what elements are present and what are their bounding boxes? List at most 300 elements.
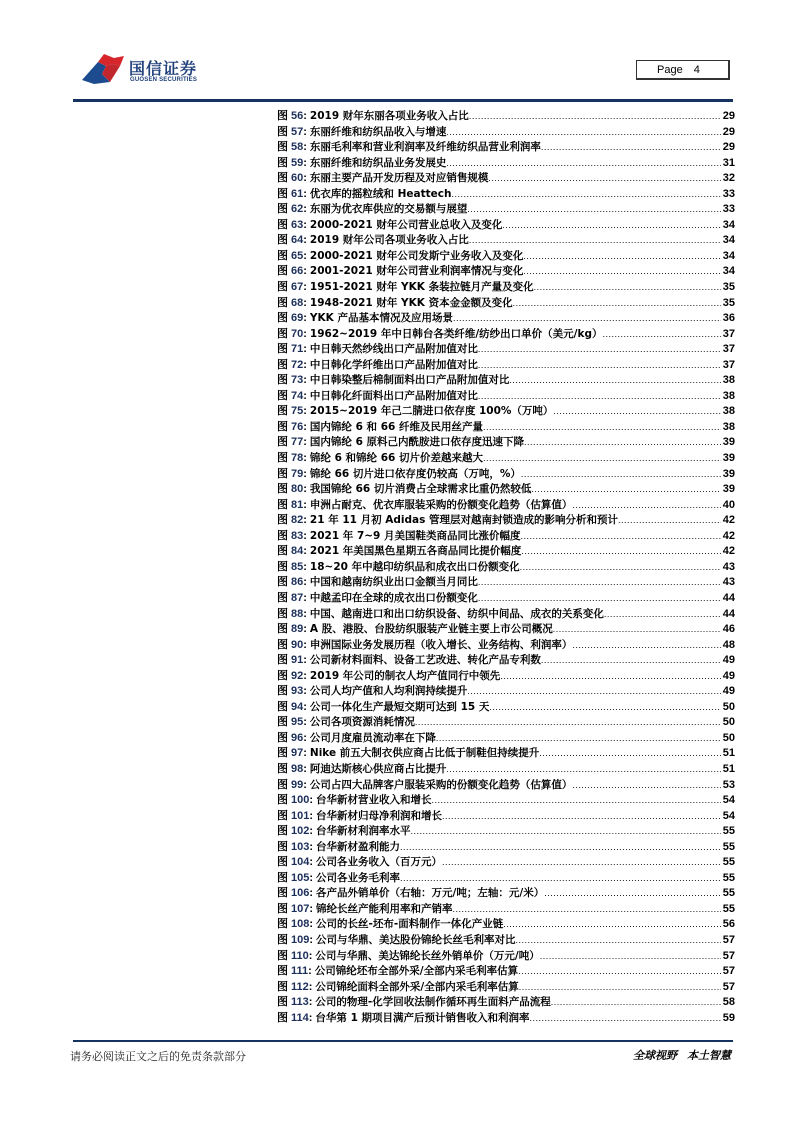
figure-colon: : bbox=[303, 483, 307, 496]
dot-leader bbox=[513, 296, 721, 312]
toc-entry[interactable] bbox=[277, 871, 735, 887]
dot-leader bbox=[415, 715, 721, 731]
figure-number: 64 bbox=[291, 234, 304, 247]
figure-title: 公司各业务毛利率 bbox=[316, 871, 401, 884]
figure-page-number: 49 bbox=[722, 669, 735, 682]
figure-colon: : bbox=[303, 156, 307, 169]
toc-entry[interactable] bbox=[277, 980, 735, 996]
dot-leader bbox=[400, 840, 721, 856]
toc-entry[interactable] bbox=[277, 778, 735, 794]
toc-entry[interactable] bbox=[277, 684, 735, 700]
figure-prefix: 图 bbox=[277, 249, 288, 262]
figure-page-number: 32 bbox=[722, 172, 735, 185]
figure-title: 公司锦纶坯布全部外采/全部内采毛利率估算 bbox=[314, 965, 519, 978]
page-label: Page bbox=[657, 64, 683, 76]
figure-page-number: 42 bbox=[722, 529, 735, 542]
toc-entry[interactable] bbox=[277, 964, 735, 980]
figure-colon: : bbox=[303, 296, 307, 309]
figure-page-number: 39 bbox=[722, 452, 735, 465]
figure-prefix: 图 bbox=[277, 1011, 288, 1024]
figure-page-number: 29 bbox=[722, 125, 735, 138]
figure-prefix: 图 bbox=[277, 747, 288, 760]
figure-prefix: 图 bbox=[277, 281, 288, 294]
toc-entry[interactable] bbox=[277, 653, 735, 669]
figure-page-number: 55 bbox=[722, 887, 735, 900]
figure-number: 68 bbox=[291, 296, 304, 309]
figure-list bbox=[277, 109, 735, 1026]
toc-entry[interactable] bbox=[277, 389, 735, 405]
toc-entry[interactable] bbox=[277, 513, 735, 529]
figure-title: 公司的物理-化学回收法制作循环再生面料产品流程 bbox=[315, 996, 551, 1009]
figure-number: 84 bbox=[291, 545, 304, 558]
toc-entry[interactable] bbox=[277, 731, 735, 747]
figure-colon: : bbox=[309, 840, 314, 853]
dot-leader bbox=[446, 762, 721, 778]
figure-prefix: 图 bbox=[277, 529, 288, 542]
toc-entry[interactable] bbox=[277, 793, 735, 809]
figure-title: 台华新材归母净利润和增长 bbox=[316, 809, 443, 822]
figure-page-number: 43 bbox=[722, 576, 735, 589]
dot-leader bbox=[544, 886, 721, 902]
toc-entry[interactable] bbox=[277, 420, 735, 436]
figure-page-number: 53 bbox=[722, 778, 735, 791]
figure-prefix: 图 bbox=[277, 576, 288, 589]
dot-leader bbox=[518, 964, 721, 980]
dot-leader bbox=[483, 451, 721, 467]
figure-number: 85 bbox=[291, 560, 304, 573]
dot-leader bbox=[541, 140, 721, 156]
figure-number: 73 bbox=[291, 374, 304, 387]
dot-leader bbox=[442, 855, 721, 871]
figure-number: 69 bbox=[291, 312, 304, 325]
toc-entry[interactable] bbox=[277, 622, 735, 638]
figure-colon: : bbox=[303, 731, 307, 744]
toc-entry[interactable] bbox=[277, 373, 735, 389]
figure-colon: : bbox=[303, 778, 307, 791]
figure-number: 108 bbox=[291, 918, 310, 931]
figure-title: 中日韩化纤面料出口产品附加值对比 bbox=[309, 389, 478, 402]
figure-title: 国内锦纶 6 原料己内酰胺进口依存度迅速下降 bbox=[309, 436, 525, 449]
figure-number: 101 bbox=[291, 809, 310, 822]
toc-entry[interactable] bbox=[277, 156, 735, 172]
figure-title: 我国锦纶 66 切片消费占全球需求比重仍然较低 bbox=[309, 483, 532, 496]
figure-number: 99 bbox=[291, 778, 304, 791]
figure-prefix: 图 bbox=[277, 405, 288, 418]
figure-page-number: 57 bbox=[722, 965, 735, 978]
figure-prefix: 图 bbox=[277, 731, 288, 744]
figure-number: 114 bbox=[291, 1011, 309, 1024]
toc-entry[interactable] bbox=[277, 917, 735, 933]
figure-prefix: 图 bbox=[277, 452, 288, 465]
figure-page-number: 34 bbox=[722, 218, 735, 231]
toc-entry[interactable] bbox=[277, 280, 735, 296]
toc-entry[interactable] bbox=[277, 218, 735, 234]
dot-leader bbox=[524, 435, 721, 451]
figure-prefix: 图 bbox=[277, 110, 288, 122]
figure-page-number: 38 bbox=[722, 389, 735, 402]
toc-entry[interactable] bbox=[277, 529, 735, 545]
toc-entry[interactable] bbox=[277, 575, 735, 591]
figure-title: 2000-2021 财年公司营业总收入及变化 bbox=[309, 218, 503, 231]
figure-title: 中日韩化学纤维出口产品附加值对比 bbox=[309, 358, 478, 371]
figure-title: 公司新材料面料、设备工艺改进、转化产品专利数 bbox=[309, 654, 541, 667]
figure-number: 98 bbox=[291, 762, 304, 775]
dot-leader bbox=[500, 669, 721, 685]
figure-colon: : bbox=[303, 638, 307, 651]
figure-colon: : bbox=[303, 218, 307, 231]
figure-number: 60 bbox=[291, 172, 304, 185]
figure-page-number: 54 bbox=[722, 794, 735, 807]
dot-leader bbox=[523, 264, 721, 280]
toc-entry[interactable] bbox=[277, 591, 735, 607]
page-header bbox=[0, 0, 793, 100]
figure-number: 71 bbox=[291, 343, 304, 356]
figure-title: 申洲占耐克、优衣库服装采购的份额变化趋势（估算值） bbox=[309, 498, 573, 511]
toc-entry[interactable] bbox=[277, 669, 735, 685]
toc-entry[interactable] bbox=[277, 886, 735, 902]
toc-entry[interactable] bbox=[277, 809, 735, 825]
figure-prefix: 图 bbox=[277, 716, 288, 729]
figure-colon: : bbox=[308, 1011, 313, 1024]
dot-leader bbox=[453, 902, 721, 918]
toc-entry[interactable] bbox=[277, 467, 735, 483]
figure-prefix: 图 bbox=[277, 871, 288, 884]
figure-title: 东丽纤维和纺织品业务发展史 bbox=[309, 156, 447, 169]
toc-entry[interactable] bbox=[277, 125, 735, 141]
figure-prefix: 图 bbox=[277, 156, 288, 169]
dot-leader bbox=[553, 404, 721, 420]
figure-page-number: 37 bbox=[722, 358, 735, 371]
toc-entry[interactable] bbox=[277, 202, 735, 218]
figure-number: 96 bbox=[291, 731, 304, 744]
figure-number: 88 bbox=[291, 607, 304, 620]
toc-entry[interactable] bbox=[277, 327, 735, 343]
dot-leader bbox=[572, 498, 721, 514]
toc-entry[interactable] bbox=[277, 638, 735, 654]
figure-colon: : bbox=[303, 700, 307, 713]
figure-prefix: 图 bbox=[277, 887, 288, 900]
figure-number: 72 bbox=[291, 358, 304, 371]
toc-entry[interactable] bbox=[277, 482, 735, 498]
dot-leader bbox=[618, 513, 721, 529]
dot-leader bbox=[478, 575, 721, 591]
figure-colon: : bbox=[303, 623, 307, 636]
dot-leader bbox=[534, 280, 721, 296]
figure-title: 1951-2021 财年 YKK 条装拉链月产量及变化 bbox=[309, 281, 534, 294]
figure-prefix: 图 bbox=[277, 856, 288, 869]
toc-entry[interactable] bbox=[277, 233, 735, 249]
figure-colon: : bbox=[303, 498, 307, 511]
dot-leader bbox=[469, 233, 721, 249]
figure-page-number: 34 bbox=[722, 265, 735, 278]
figure-colon: : bbox=[303, 187, 307, 200]
toc-entry[interactable] bbox=[277, 560, 735, 576]
figure-prefix: 图 bbox=[277, 654, 288, 667]
figure-title: 东丽为优衣库供应的交易额与展望 bbox=[309, 203, 468, 216]
figure-page-number: 42 bbox=[722, 514, 735, 527]
figure-number: 74 bbox=[291, 389, 304, 402]
dot-leader bbox=[530, 1011, 721, 1027]
figure-prefix: 图 bbox=[277, 778, 288, 791]
figure-title: 1948-2021 财年 YKK 资本金金额及变化 bbox=[309, 296, 513, 309]
dot-leader bbox=[523, 249, 721, 265]
figure-prefix: 图 bbox=[277, 825, 288, 838]
figure-number: 95 bbox=[291, 716, 304, 729]
toc-entry[interactable] bbox=[277, 404, 735, 420]
figure-colon: : bbox=[303, 747, 307, 760]
figure-prefix: 图 bbox=[277, 436, 288, 449]
figure-page-number: 48 bbox=[722, 638, 735, 651]
figure-number: 104 bbox=[291, 856, 310, 869]
figure-title: 1962~2019 年中日韩台各类纤维/纺纱出口单价（美元/kg） bbox=[309, 327, 603, 340]
figure-colon: : bbox=[303, 560, 307, 573]
figure-title: 公司一体化生产最短交期可达到 15 天 bbox=[309, 700, 490, 713]
toc-entry[interactable] bbox=[277, 840, 735, 856]
slogan-part-2: 本土智慧 bbox=[687, 1049, 731, 1062]
figure-title: 公司各业务收入（百万元） bbox=[316, 856, 443, 869]
figure-title: 公司各项资源消耗情况 bbox=[309, 716, 415, 729]
figure-number: 109 bbox=[291, 933, 310, 946]
figure-colon: : bbox=[303, 591, 307, 604]
figure-page-number: 57 bbox=[722, 980, 735, 993]
figure-number: 105 bbox=[291, 871, 310, 884]
figure-prefix: 图 bbox=[277, 234, 288, 247]
toc-entry[interactable] bbox=[277, 249, 735, 265]
figure-number: 91 bbox=[291, 654, 304, 667]
figure-title: 公司锦纶面料全部外采/全部内采毛利率估算 bbox=[315, 980, 519, 993]
figure-prefix: 图 bbox=[277, 187, 288, 200]
disclaimer-text: 请务必阅读正文之后的免责条款部分 bbox=[70, 1050, 246, 1063]
dot-leader bbox=[489, 700, 721, 716]
figure-title: 公司与华鼎、美达股份锦纶长丝毛利率对比 bbox=[316, 933, 516, 946]
figure-page-number: 49 bbox=[722, 685, 735, 698]
figure-title: 公司人均产值和人均利润持续提升 bbox=[309, 685, 468, 698]
figure-title: 锦纶 6 和锦纶 66 切片价差越来越大 bbox=[309, 452, 483, 465]
toc-entry[interactable] bbox=[277, 855, 735, 871]
figure-prefix: 图 bbox=[277, 203, 288, 216]
figure-prefix: 图 bbox=[277, 172, 288, 185]
figure-number: 58 bbox=[291, 141, 304, 154]
figure-page-number: 37 bbox=[722, 327, 735, 340]
figure-prefix: 图 bbox=[277, 669, 288, 682]
figure-colon: : bbox=[303, 327, 307, 340]
dot-leader bbox=[604, 607, 721, 623]
figure-title: 公司的长丝-坯布-面料制作一体化产业链 bbox=[316, 918, 504, 931]
figure-title: A 股、港股、台股纺织服装产业链主要上市公司概况 bbox=[309, 623, 553, 636]
toc-entry[interactable] bbox=[277, 311, 735, 327]
figure-colon: : bbox=[309, 918, 314, 931]
toc-entry[interactable] bbox=[277, 762, 735, 778]
figure-title: 2021 年美国黑色星期五各商品同比提价幅度 bbox=[309, 545, 522, 558]
figure-prefix: 图 bbox=[277, 327, 288, 340]
figure-prefix: 图 bbox=[277, 965, 288, 978]
figure-number: 61 bbox=[291, 187, 304, 200]
toc-entry[interactable] bbox=[277, 435, 735, 451]
figure-number: 77 bbox=[291, 436, 304, 449]
figure-page-number: 55 bbox=[722, 871, 735, 884]
toc-entry[interactable] bbox=[277, 995, 735, 1011]
figure-colon: : bbox=[303, 405, 307, 418]
figure-page-number: 34 bbox=[722, 249, 735, 262]
figure-page-number: 57 bbox=[722, 933, 735, 946]
figure-prefix: 图 bbox=[277, 591, 288, 604]
figure-prefix: 图 bbox=[277, 700, 288, 713]
dot-leader bbox=[521, 544, 721, 560]
figure-colon: : bbox=[303, 110, 307, 122]
figure-page-number: 55 bbox=[722, 825, 735, 838]
figure-title: Nike 前五大制衣供应商占比低于制鞋但持续提升 bbox=[309, 747, 540, 760]
figure-title: 台华新材营业收入和增长 bbox=[316, 794, 432, 807]
figure-title: 2019 年公司的制衣人均产值同行中领先 bbox=[309, 669, 501, 682]
figure-prefix: 图 bbox=[277, 374, 288, 387]
toc-entry[interactable] bbox=[277, 1011, 735, 1027]
figure-prefix: 图 bbox=[277, 483, 288, 496]
figure-colon: : bbox=[303, 452, 307, 465]
dot-leader bbox=[478, 342, 721, 358]
figure-prefix: 图 bbox=[277, 343, 288, 356]
figure-colon: : bbox=[303, 467, 307, 480]
dot-leader bbox=[432, 793, 721, 809]
figure-colon: : bbox=[309, 809, 314, 822]
figure-page-number: 39 bbox=[722, 467, 735, 480]
toc-entry[interactable] bbox=[277, 607, 735, 623]
figure-title: 锦纶 66 切片进口依存度仍较高（万吨，%） bbox=[309, 467, 521, 480]
toc-entry[interactable] bbox=[277, 824, 735, 840]
toc-entry[interactable] bbox=[277, 902, 735, 918]
toc-entry[interactable] bbox=[277, 264, 735, 280]
figure-number: 103 bbox=[291, 840, 310, 853]
toc-entry[interactable] bbox=[277, 700, 735, 716]
figure-colon: : bbox=[303, 358, 307, 371]
toc-entry[interactable] bbox=[277, 140, 735, 156]
toc-entry[interactable] bbox=[277, 949, 735, 965]
figure-page-number: 38 bbox=[722, 420, 735, 433]
figure-number: 67 bbox=[291, 281, 304, 294]
figure-page-number: 40 bbox=[722, 498, 735, 511]
figure-number: 107 bbox=[291, 902, 310, 915]
figure-page-number: 38 bbox=[722, 374, 735, 387]
figure-colon: : bbox=[303, 607, 307, 620]
figure-title: 2019 财年公司各项业务收入占比 bbox=[309, 234, 469, 247]
figure-number: 79 bbox=[291, 467, 304, 480]
figure-number: 81 bbox=[291, 498, 304, 511]
figure-page-number: 38 bbox=[722, 405, 735, 418]
figure-colon: : bbox=[303, 265, 307, 278]
figure-number: 89 bbox=[291, 623, 304, 636]
figure-number: 80 bbox=[291, 483, 304, 496]
figure-prefix: 图 bbox=[277, 545, 288, 558]
dot-leader bbox=[483, 420, 721, 436]
figure-prefix: 图 bbox=[277, 467, 288, 480]
figure-page-number: 54 bbox=[722, 809, 735, 822]
figure-colon: : bbox=[303, 249, 307, 262]
dot-leader bbox=[442, 809, 721, 825]
figure-number: 113 bbox=[291, 996, 309, 1009]
toc-entry[interactable] bbox=[277, 746, 735, 762]
toc-entry[interactable] bbox=[277, 498, 735, 514]
figure-colon: : bbox=[309, 794, 314, 807]
figure-prefix: 图 bbox=[277, 980, 288, 993]
figure-page-number: 43 bbox=[722, 560, 735, 573]
figure-colon: : bbox=[308, 996, 313, 1009]
dot-leader bbox=[540, 949, 721, 965]
figure-colon: : bbox=[303, 576, 307, 589]
figure-title: YKK 产品基本情况及应用场景 bbox=[309, 312, 453, 325]
dot-leader bbox=[521, 529, 721, 545]
figure-prefix: 图 bbox=[277, 996, 288, 1009]
figure-page-number: 46 bbox=[722, 623, 735, 636]
figure-prefix: 图 bbox=[277, 125, 288, 138]
dot-leader bbox=[509, 373, 721, 389]
figure-title: 阿迪达斯核心供应商占比提升 bbox=[309, 762, 447, 775]
figure-number: 102 bbox=[291, 825, 310, 838]
toc-entry[interactable] bbox=[277, 109, 735, 125]
toc-entry[interactable] bbox=[277, 451, 735, 467]
figure-prefix: 图 bbox=[277, 918, 288, 931]
dot-leader bbox=[516, 933, 721, 949]
toc-entry[interactable] bbox=[277, 715, 735, 731]
figure-number: 82 bbox=[291, 514, 304, 527]
figure-number: 70 bbox=[291, 327, 304, 340]
figure-page-number: 57 bbox=[722, 949, 735, 962]
figure-title: 公司占四大品牌客户服装采购的份额变化趋势（估算值） bbox=[309, 778, 573, 791]
dot-leader bbox=[553, 622, 721, 638]
figure-prefix: 图 bbox=[277, 514, 288, 527]
toc-entry[interactable] bbox=[277, 544, 735, 560]
dot-leader bbox=[521, 467, 721, 483]
figure-prefix: 图 bbox=[277, 358, 288, 371]
figure-page-number: 50 bbox=[722, 700, 735, 713]
figure-page-number: 51 bbox=[722, 747, 735, 760]
logo-english-name: GUOSEN SECURITIES bbox=[130, 77, 198, 83]
figure-prefix: 图 bbox=[277, 218, 288, 231]
dot-leader bbox=[411, 824, 721, 840]
dot-leader bbox=[520, 560, 721, 576]
figure-colon: : bbox=[308, 965, 312, 978]
figure-title: 中日韩天然纱线出口产品附加值对比 bbox=[309, 343, 478, 356]
figure-page-number: 31 bbox=[722, 156, 735, 169]
figure-colon: : bbox=[303, 203, 307, 216]
figure-number: 62 bbox=[291, 203, 304, 216]
toc-entry[interactable] bbox=[277, 933, 735, 949]
dot-leader bbox=[478, 591, 721, 607]
figure-colon: : bbox=[303, 374, 307, 387]
dot-leader bbox=[531, 482, 721, 498]
figure-title: 2015~2019 年己二腈进口依存度 100%（万吨） bbox=[309, 405, 554, 418]
figure-page-number: 44 bbox=[722, 591, 735, 604]
dot-leader bbox=[539, 746, 721, 762]
figure-number: 86 bbox=[291, 576, 304, 589]
figure-number: 94 bbox=[291, 700, 304, 713]
dot-leader bbox=[453, 311, 721, 327]
figure-title: 台华新材利润率水平 bbox=[316, 825, 411, 838]
figure-page-number: 59 bbox=[722, 1011, 735, 1024]
toc-entry[interactable] bbox=[277, 358, 735, 374]
toc-entry[interactable] bbox=[277, 342, 735, 358]
toc-entry[interactable] bbox=[277, 187, 735, 203]
figure-title: 公司月度雇员流动率在下降 bbox=[309, 731, 436, 744]
figure-colon: : bbox=[309, 887, 314, 900]
figure-title: 优衣库的摇粒绒和 Heattech bbox=[309, 187, 452, 200]
figure-colon: : bbox=[303, 762, 307, 775]
dot-leader bbox=[503, 917, 721, 933]
figure-page-number: 55 bbox=[722, 856, 735, 869]
toc-entry[interactable] bbox=[277, 171, 735, 187]
figure-prefix: 图 bbox=[277, 560, 288, 573]
figure-number: 57 bbox=[291, 125, 304, 138]
figure-title: 中越孟印在全球的成衣出口份额变化 bbox=[309, 591, 478, 604]
toc-entry[interactable] bbox=[277, 296, 735, 312]
